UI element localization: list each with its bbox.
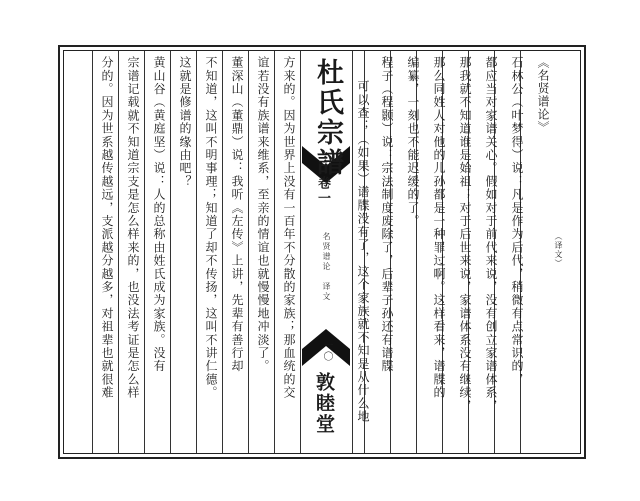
- column-rule: [196, 51, 197, 453]
- text-column: 那我就不知道谁是始祖；对于后世来说，家谱体系没有继续，: [458, 56, 472, 413]
- genealogy-title: 杜氏宗譜: [312, 58, 343, 178]
- text-column: 石林公（叶梦得）说：凡是作为后代，稍微有点常识的，: [510, 56, 524, 386]
- text-column: 谊若没有族谱来维系，至亲的情谊也就慢慢地冲淡了。: [256, 56, 270, 373]
- column-rule: [144, 51, 145, 453]
- text-column: 黄山谷（黄庭坚）说：人的总称由姓氏成为家族。没有: [152, 56, 166, 373]
- column-rule: [248, 51, 249, 453]
- text-column: 分的。因为世系越传越远，支派越分越多，对祖辈也就很难: [100, 56, 114, 400]
- text-column: 可以查；（如果）谱牒没有了，这个家族就不知是从什么地: [356, 80, 370, 424]
- text-column: 程子（程颢）说：宗法制度废除了，后辈子孙还有谱牒: [380, 56, 394, 373]
- volume-label: 卷一: [315, 176, 330, 206]
- text-column: 都应当对家谱关心。假如对于前代来说，没有创立家谱体系，: [484, 56, 498, 413]
- hall-name: 敦睦堂: [313, 372, 335, 435]
- column-rule: [92, 51, 93, 453]
- column-rule: [274, 51, 275, 453]
- column-rule: [222, 51, 223, 453]
- text-column: 方来的。因为世界上没有一百年不分散的家族；那血统的交: [282, 56, 296, 400]
- section-subheading: （译文）: [554, 232, 563, 268]
- column-rule: [170, 51, 171, 453]
- text-column: 这就是修谱的缘由吧？: [178, 56, 192, 188]
- text-column: 那么同姓人对他的儿孙都是一种罪过啊。这样看来，谱牒的: [432, 56, 446, 400]
- text-column: 董深山（董鼎）说：我听《左传》上讲，先辈有善行却: [230, 56, 244, 373]
- section-heading: 《名贤谱论》: [536, 56, 550, 134]
- page-number: 一〇: [321, 340, 332, 362]
- text-column: 编纂，一刻也不能迟缓的了。: [406, 56, 420, 228]
- text-column: 宗谱记载就不知道宗支是怎么样来的，也没法考证是怎么样: [126, 56, 140, 400]
- text-column: 不知道，这叫不明事理；知道了却不传扬，这叫不讲仁德。: [204, 56, 218, 400]
- column-rule: [118, 51, 119, 453]
- section-label: 名贤谱论 译文: [322, 232, 331, 302]
